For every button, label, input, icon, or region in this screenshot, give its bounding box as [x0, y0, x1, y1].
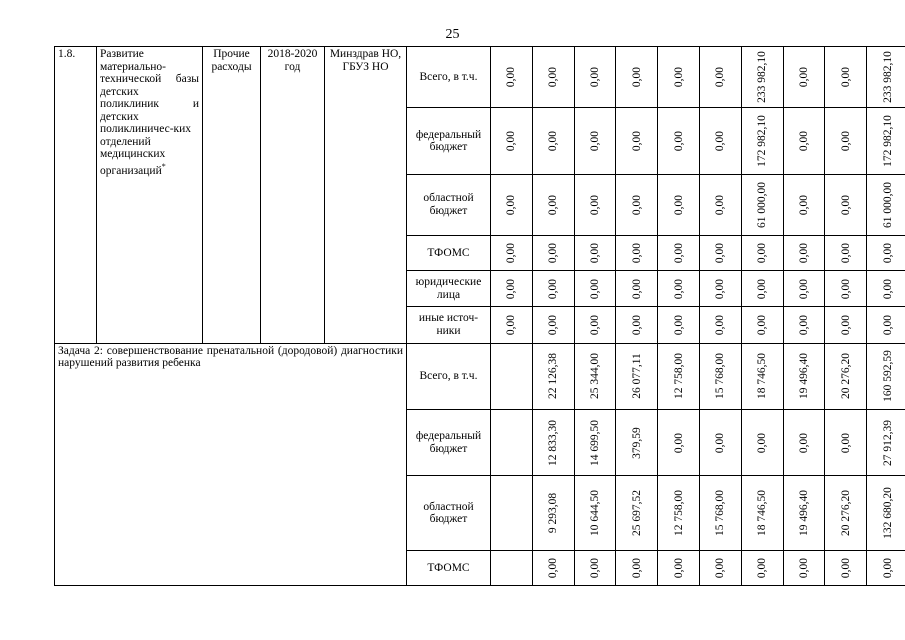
value-text: 0,00	[881, 243, 894, 264]
value-text: 0,00	[755, 432, 768, 453]
value-text: 0,00	[672, 243, 685, 264]
amount-cell	[658, 476, 700, 550]
value-text: 0,00	[630, 243, 643, 264]
amount-cell	[658, 108, 700, 174]
value-text: 233 982,10	[755, 51, 768, 104]
amount-cell	[574, 409, 616, 475]
funding-source: областной бюджет	[407, 174, 491, 235]
amount-cell	[867, 236, 905, 271]
amount-cell	[658, 271, 700, 307]
activity-number: 1.8.	[55, 47, 97, 344]
value-text: 0,00	[714, 314, 727, 336]
expense-type: Прочие расходы	[203, 47, 261, 344]
value-text: 0,00	[839, 130, 852, 152]
amount-cell	[867, 271, 905, 307]
value-text: 0,00	[797, 432, 810, 453]
value-text: 0,00	[672, 432, 685, 453]
value-text: 0,00	[714, 278, 727, 299]
amount-cell	[616, 47, 658, 108]
amount-cell	[699, 343, 741, 409]
value-text: 0,00	[714, 432, 727, 453]
funding-source: Всего, в т.ч.	[407, 343, 491, 409]
value-text: 0,00	[588, 67, 601, 88]
value-text: 0,00	[797, 194, 810, 215]
amount-cell	[783, 307, 825, 343]
value-text: 0,00	[630, 557, 643, 578]
value-text: 12 833,30	[546, 419, 559, 466]
value-text: 0,00	[588, 243, 601, 264]
amount-cell	[491, 47, 533, 108]
amount-cell	[699, 236, 741, 271]
amount-cell	[574, 108, 616, 174]
page-number: 25	[445, 27, 460, 42]
amount-cell	[616, 476, 658, 550]
amount-cell	[699, 47, 741, 108]
amount-cell	[783, 108, 825, 174]
amount-cell	[741, 271, 783, 307]
amount-cell	[825, 236, 867, 271]
value-text: 132 680,20	[881, 487, 894, 539]
amount-cell	[491, 307, 533, 343]
amount-cell	[867, 108, 905, 174]
funding-source: ТФОМС	[407, 236, 491, 271]
amount-cell	[658, 409, 700, 475]
value-text: 0,00	[588, 557, 601, 578]
value-text: 0,00	[505, 243, 518, 264]
amount-cell	[574, 550, 616, 585]
value-text: 14 699,50	[588, 419, 601, 466]
amount-cell	[658, 47, 700, 108]
amount-cell	[616, 409, 658, 475]
amount-cell	[741, 108, 783, 174]
value-text: 12 758,00	[672, 353, 685, 400]
value-text: 0,00	[797, 243, 810, 264]
funding-source: федеральный бюджет	[407, 409, 491, 475]
amount-cell	[825, 307, 867, 343]
value-text: 0,00	[839, 314, 852, 336]
amount-cell	[532, 174, 574, 235]
value-text: 9 293,08	[546, 492, 559, 534]
empty-cell	[491, 476, 533, 550]
value-text: 0,00	[505, 194, 518, 215]
value-text: 0,00	[505, 278, 518, 299]
amount-cell	[532, 343, 574, 409]
amount-cell	[532, 236, 574, 271]
task-title: Задача 2: совершенствование пренатальной (дородовой) диагностики нарушений развития ребенка	[55, 343, 407, 585]
value-text: 0,00	[755, 557, 768, 578]
amount-cell	[825, 476, 867, 550]
amount-cell	[616, 174, 658, 235]
value-text: 19 496,40	[797, 353, 810, 400]
amount-cell	[783, 476, 825, 550]
amount-cell	[699, 476, 741, 550]
value-text: 0,00	[839, 432, 852, 453]
amount-cell	[741, 409, 783, 475]
value-text: 0,00	[546, 130, 559, 152]
value-text: 12 758,00	[672, 490, 685, 536]
amount-cell	[867, 174, 905, 235]
value-text: 25 697,52	[630, 490, 643, 536]
value-text: 0,00	[546, 194, 559, 215]
value-text: 0,00	[505, 314, 518, 336]
value-text: 0,00	[797, 278, 810, 299]
amount-cell	[658, 307, 700, 343]
executor: Минздрав НО, ГБУЗ НО	[325, 47, 407, 344]
value-text: 10 644,50	[588, 490, 601, 536]
amount-cell	[825, 550, 867, 585]
amount-cell	[658, 550, 700, 585]
amount-cell	[741, 47, 783, 108]
period: 2018-2020 год	[261, 47, 325, 344]
amount-cell	[574, 343, 616, 409]
amount-cell	[532, 47, 574, 108]
footnote-mark: *	[161, 161, 166, 171]
value-text: 0,00	[588, 314, 601, 336]
value-text: 0,00	[630, 67, 643, 88]
value-text: 0,00	[546, 67, 559, 88]
amount-cell	[616, 343, 658, 409]
amount-cell	[491, 174, 533, 235]
amount-cell	[616, 271, 658, 307]
table-row	[55, 47, 905, 108]
value-text: 0,00	[797, 557, 810, 578]
amount-cell	[574, 174, 616, 235]
amount-cell	[783, 550, 825, 585]
value-text: 0,00	[881, 314, 894, 336]
amount-cell	[616, 307, 658, 343]
value-text: 0,00	[755, 278, 768, 299]
value-text: 0,00	[714, 130, 727, 152]
amount-cell	[658, 236, 700, 271]
funding-source: Всего, в т.ч.	[407, 47, 491, 108]
amount-cell	[491, 271, 533, 307]
funding-source: ТФОМС	[407, 550, 491, 585]
value-text: 160 592,59	[881, 350, 894, 403]
value-text: 0,00	[839, 557, 852, 578]
value-text: 18 746,50	[755, 353, 768, 400]
value-text: 0,00	[881, 278, 894, 299]
amount-cell	[741, 307, 783, 343]
amount-cell	[825, 343, 867, 409]
funding-source: юридические лица	[407, 271, 491, 307]
amount-cell	[699, 409, 741, 475]
value-text: 0,00	[714, 194, 727, 215]
empty-cell	[491, 550, 533, 585]
value-text: 0,00	[546, 314, 559, 336]
empty-cell	[491, 409, 533, 475]
value-text: 0,00	[630, 194, 643, 215]
value-text: 22 126,38	[546, 353, 559, 400]
amount-cell	[825, 47, 867, 108]
amount-cell	[867, 476, 905, 550]
amount-cell	[532, 409, 574, 475]
value-text: 0,00	[797, 67, 810, 88]
amount-cell	[491, 236, 533, 271]
value-text: 0,00	[630, 278, 643, 299]
amount-cell	[699, 550, 741, 585]
value-text: 172 982,10	[755, 115, 768, 167]
amount-cell	[867, 550, 905, 585]
value-text: 0,00	[630, 314, 643, 336]
amount-cell	[783, 409, 825, 475]
value-text: 20 276,20	[839, 490, 852, 536]
value-text: 61 000,00	[881, 181, 894, 228]
value-text: 0,00	[672, 194, 685, 215]
activity-name-text: Развитие материально-технической базы детских поликлиник и детских поликлиничес-ких отделений медицинских организаций	[100, 48, 199, 177]
value-text: 0,00	[839, 194, 852, 215]
value-text: 379,59	[630, 426, 643, 459]
value-text: 0,00	[672, 278, 685, 299]
amount-cell	[741, 174, 783, 235]
value-text: 0,00	[588, 278, 601, 299]
value-text: 0,00	[546, 557, 559, 578]
amount-cell	[825, 174, 867, 235]
amount-cell	[825, 271, 867, 307]
value-text: 26 077,11	[630, 353, 643, 400]
amount-cell	[658, 343, 700, 409]
amount-cell	[867, 343, 905, 409]
value-text: 0,00	[881, 557, 894, 578]
value-text: 0,00	[839, 67, 852, 88]
amount-cell	[867, 47, 905, 108]
value-text: 0,00	[714, 557, 727, 578]
amount-cell	[825, 409, 867, 475]
amount-cell	[783, 343, 825, 409]
amount-cell	[574, 47, 616, 108]
amount-cell	[825, 108, 867, 174]
value-text: 0,00	[505, 67, 518, 88]
amount-cell	[532, 108, 574, 174]
amount-cell	[616, 236, 658, 271]
value-text: 20 276,20	[839, 353, 852, 400]
funding-source: иные источ-ники	[407, 307, 491, 343]
value-text: 0,00	[505, 130, 518, 152]
value-text: 0,00	[797, 314, 810, 336]
value-text: 15 768,00	[714, 490, 727, 536]
amount-cell	[741, 236, 783, 271]
amount-cell	[574, 236, 616, 271]
funding-source: федеральный бюджет	[407, 108, 491, 174]
amount-cell	[783, 174, 825, 235]
value-text: 0,00	[714, 243, 727, 264]
amount-cell	[658, 174, 700, 235]
value-text: 0,00	[672, 130, 685, 152]
value-text: 0,00	[588, 130, 601, 152]
funding-source: областной бюджет	[407, 476, 491, 550]
amount-cell	[699, 108, 741, 174]
value-text: 0,00	[797, 130, 810, 152]
amount-cell	[574, 476, 616, 550]
value-text: 61 000,00	[755, 181, 768, 228]
value-text: 0,00	[755, 243, 768, 264]
amount-cell	[616, 550, 658, 585]
amount-cell	[741, 476, 783, 550]
value-text: 15 768,00	[714, 353, 727, 400]
value-text: 233 982,10	[881, 51, 894, 104]
amount-cell	[783, 271, 825, 307]
value-text: 19 496,40	[797, 490, 810, 536]
amount-cell	[741, 343, 783, 409]
amount-cell	[532, 307, 574, 343]
table-row	[55, 343, 905, 409]
amount-cell	[532, 271, 574, 307]
activity-name	[97, 47, 203, 344]
amount-cell	[491, 108, 533, 174]
value-text: 0,00	[672, 557, 685, 578]
amount-cell	[616, 108, 658, 174]
amount-cell	[699, 174, 741, 235]
amount-cell	[532, 550, 574, 585]
value-text: 0,00	[672, 67, 685, 88]
value-text: 0,00	[588, 194, 601, 215]
amount-cell	[783, 236, 825, 271]
value-text: 0,00	[839, 278, 852, 299]
amount-cell	[699, 271, 741, 307]
amount-cell	[532, 476, 574, 550]
value-text: 0,00	[755, 314, 768, 336]
value-text: 172 982,10	[881, 115, 894, 167]
value-text: 0,00	[630, 130, 643, 152]
value-text: 0,00	[546, 243, 559, 264]
amount-cell	[699, 307, 741, 343]
budget-table	[54, 46, 905, 586]
value-text: 0,00	[672, 314, 685, 336]
value-text: 27 912,39	[881, 419, 894, 466]
amount-cell	[741, 550, 783, 585]
amount-cell	[783, 47, 825, 108]
amount-cell	[867, 307, 905, 343]
value-text: 0,00	[839, 243, 852, 264]
value-text: 18 746,50	[755, 490, 768, 536]
value-text: 0,00	[546, 278, 559, 299]
value-text: 0,00	[714, 67, 727, 88]
empty-cell	[491, 343, 533, 409]
amount-cell	[574, 271, 616, 307]
amount-cell	[867, 409, 905, 475]
amount-cell	[574, 307, 616, 343]
value-text: 25 344,00	[588, 353, 601, 400]
